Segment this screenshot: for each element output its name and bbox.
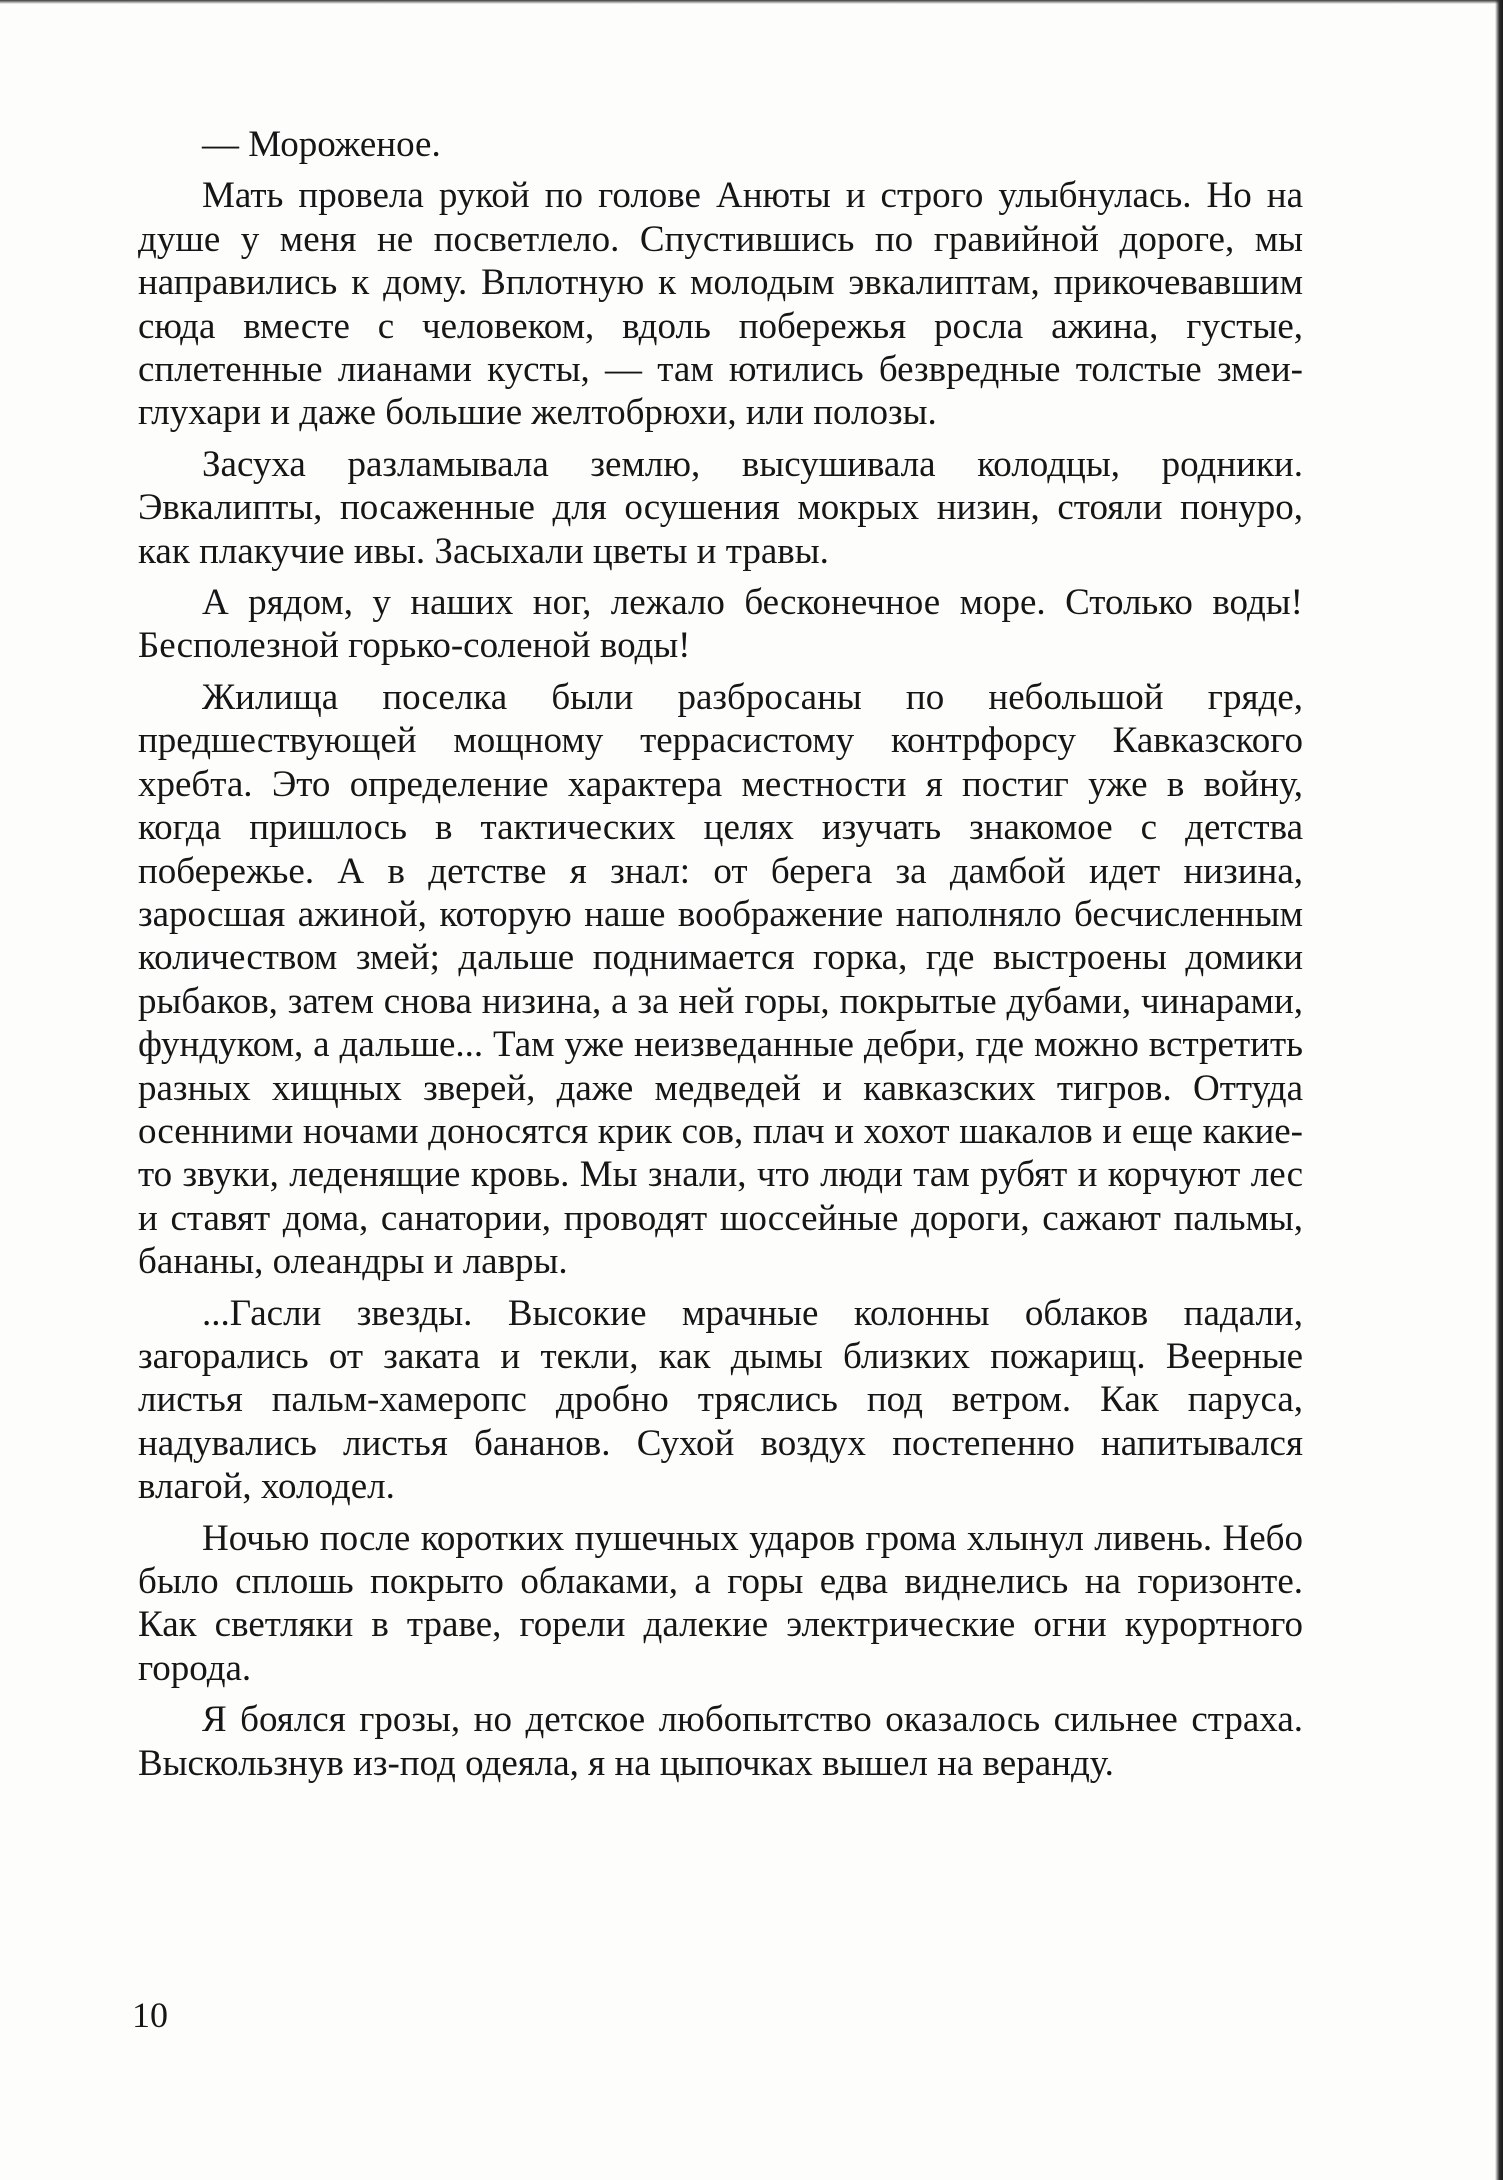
scan-top-edge <box>0 0 1503 4</box>
paragraph-3: Засуха разламывала землю, высушивала колодцы, родники. Эвкалипты, посаженные для осушения мокрых низин, стояли понуро, как плакучие ивы. Засыхали цветы и травы. <box>138 443 1303 572</box>
paragraph-8: Я боялся грозы, но детское любопытство оказалось сильнее страха. Выскользнув из-под одеяла, я на цыпочках вышел на веранду. <box>138 1699 1303 1784</box>
body-text <box>138 123 1303 1793</box>
paragraph-2: Мать провела рукой по голове Анюты и строго улыбнулась. Но на душе у меня не посветлело. Спустившись по гравийной дороге, мы направились к дому. Вплотную к молодым эвкалиптам, прикочевавшим сюда вместе с человеком, вдоль побережья росла ажина, густые, сплетенные лианами кусты, — там ютились безвредные толстые змеи-глухари и даже большие желтобрюхи, или полозы. <box>138 175 1303 434</box>
scan-right-edge <box>1495 0 1503 2180</box>
paragraph-7: Ночью после коротких пушечных ударов грома хлынул ливень. Небо было сплошь покрыто облаками, а горы едва виднелись на горизонте. Как светляки в траве, горели далекие электрические огни курортного города. <box>138 1517 1303 1689</box>
page-number: 10 <box>132 1995 168 2035</box>
paragraph-5: Жилища поселка были разбросаны по небольшой гряде, предшествующей мощному террасистому контрфорсу Кавказского хребта. Это определение характера местности я постиг уже в войну, когда пришлось в тактических целях изучать знакомое с детства побережье. А в детстве я знал: от берега за дамбой идет низина, заросшая ажиной, которую наше воображение наполняло бесчисленным количеством змей; дальше поднимается горка, где выстроены домики рыбаков, затем снова низина, а за ней горы, покрытые дубами, чинарами, фундуком, а дальше... Там уже неизведанные дебри, где можно встретить разных хищных зверей, даже медведей и кавказских тигров. Оттуда осенними ночами доносятся крик сов, плач и хохот шакалов и еще какие-то звуки, леденящие кровь. Мы знали, что люди там рубят и корчуют лес и ставят дома, санатории, проводят шоссейные дороги, сажают пальмы, бананы, олеандры и лавры. <box>138 676 1303 1283</box>
paragraph-4: А рядом, у наших ног, лежало бесконечное море. Столько воды! Бесполезной горько-соленой воды! <box>138 582 1303 667</box>
paragraph-1: — Мороженое. <box>202 124 441 165</box>
paragraph-6: ...Гасли звезды. Высокие мрачные колонны облаков падали, загорались от заката и текли, как дымы близких пожарищ. Веерные листья пальм-хамеропс дробно тряслись под ветром. Как паруса, надувались листья бананов. Сухой воздух постепенно напитывался влагой, холодел. <box>138 1292 1303 1508</box>
